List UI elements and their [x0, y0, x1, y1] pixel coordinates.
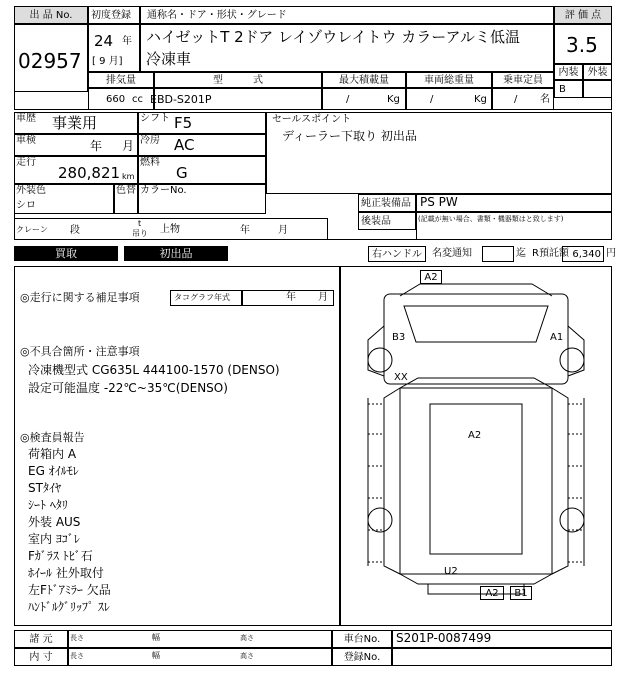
ext-color-label: 外装色 — [16, 185, 46, 196]
lot-label: 出 品 No. — [14, 6, 88, 24]
kg-unit-2: Kg — [474, 94, 487, 105]
inspector-line: 荷箱内 A — [28, 447, 77, 461]
shift-label: シフト — [140, 113, 170, 124]
crane-label: クレーン — [16, 225, 48, 234]
interior-row — [68, 648, 332, 666]
fuel-label: 燃料 — [140, 157, 160, 168]
inspector-line: 左Fﾄﾞｱﾐﾗｰ 欠品 — [28, 583, 111, 597]
color-change-label: 色替 — [116, 185, 136, 196]
aftermarket-label: 後装品 — [358, 212, 416, 230]
made-until: 迄 — [516, 248, 526, 259]
inspector-line: STﾀｲﾔ — [28, 481, 61, 495]
sales-point-label: セールスポイント — [272, 114, 352, 125]
interior-label: 内装 — [554, 64, 583, 80]
inspector-line: ｼｰﾄ ﾍﾀﾘ — [28, 498, 68, 512]
defect-line-2: 設定可能温度 -22℃~35℃(DENSO) — [28, 381, 228, 395]
car-name-line1: ハイゼットT 2ドア レイゾウレイトウ カラーアルミ低温 — [146, 28, 520, 46]
inspector-title: ◎検査員報告 — [20, 431, 85, 444]
mileage-value: 280,821 — [58, 164, 121, 182]
cooler-value: AC — [174, 136, 195, 154]
dims-width: 幅 — [152, 633, 160, 642]
exterior-grade — [583, 80, 612, 98]
inspection-month: 月 — [122, 139, 135, 153]
rhd-box: 右ハンドル — [368, 246, 426, 262]
kg-unit-1: Kg — [387, 94, 400, 105]
yen-unit: 円 — [606, 248, 616, 259]
shift-value: F5 — [174, 114, 193, 132]
uemono-year: 年 — [240, 225, 250, 236]
tacho-label-text: タコグラフ年式 — [174, 293, 230, 302]
uemono-label: 上物 — [160, 224, 180, 235]
fuel-value: G — [176, 164, 188, 182]
inspector-line: EG ｵｲﾙﾓﾚ — [28, 464, 79, 478]
mark-b1-bottom: B1 — [510, 586, 532, 600]
defects-title: ◎不具合箇所・注意事項 — [20, 345, 140, 358]
chassis-value: S201P-0087499 — [396, 631, 492, 645]
history-value: 事業用 — [52, 114, 98, 132]
reg-month: [ 9 月] — [92, 56, 123, 67]
capacity-label: 乗車定員 — [492, 72, 554, 88]
reg-year-unit: 年 — [122, 36, 132, 47]
mark-a1: A1 — [550, 332, 564, 343]
genuine-label: 純正装備品 — [358, 194, 416, 212]
truck-diagram — [340, 266, 612, 626]
dims-height: 高さ — [240, 634, 254, 642]
first-listing-badge: 初出品 — [124, 246, 228, 261]
name-label: 通称名・ドア・形状・グレード — [140, 6, 554, 24]
gross-label: 車両総重量 — [406, 72, 492, 88]
tacho-month: 月 — [318, 292, 328, 303]
inspector-list — [28, 446, 328, 616]
color-no-label: カラーNo. — [140, 185, 187, 196]
score-value: 3.5 — [566, 33, 598, 57]
exterior-label: 外装 — [583, 64, 612, 80]
name-change-label: 名変通知 — [432, 248, 472, 259]
crane-t: t — [138, 219, 142, 228]
history-label: 車歴 — [16, 113, 36, 124]
first-reg-label: 初度登録 — [88, 6, 140, 24]
crane-tsuri: 吊り — [132, 229, 148, 238]
inspector-line: 外装 AUS — [28, 515, 81, 529]
reg-year: 24 — [94, 32, 114, 50]
inspector-line: Fｶﾞﾗｽ ﾄﾋﾞ石 — [28, 549, 93, 563]
chassis-label: 車台No. — [332, 630, 392, 648]
defect-line-1: 冷凍機型式 CG635L 444100-1570 (DENSO) — [28, 363, 280, 377]
cooler-label: 冷房 — [140, 135, 160, 146]
cc-unit: cc — [132, 94, 143, 105]
lot-number: 02957 — [18, 49, 82, 73]
km-unit: km — [122, 172, 135, 181]
mark-xx: XX — [394, 372, 408, 383]
r-fee-value: 6,340 — [562, 246, 604, 262]
aftermarket-note: (記載が無い場合、書類・機器類はと致します) — [418, 215, 564, 223]
capacity-value: / — [514, 94, 518, 105]
name-change-box — [482, 246, 514, 262]
mark-a2-bottom: A2 — [480, 586, 504, 600]
mark-a2-center: A2 — [468, 430, 482, 441]
interior-height: 高さ — [240, 652, 254, 660]
score-label: 評 価 点 — [554, 6, 612, 24]
inspector-line: ﾎｲｰﾙ 社外取付 — [28, 566, 104, 580]
inspector-line: ﾊﾝﾄﾞﾙｸﾞﾘｯﾌﾟ ｽﾚ — [28, 600, 110, 614]
dims-length: 長さ — [70, 634, 84, 642]
model-label: 型 式 — [154, 72, 322, 88]
mark-b3: B3 — [392, 332, 406, 343]
max-load-label: 最大積載量 — [322, 72, 406, 88]
driving-notes-title: ◎走行に関する補足事項 — [20, 291, 140, 304]
reg-label: 登録No. — [332, 648, 392, 666]
genuine-value: PS PW — [420, 195, 458, 209]
mei-unit: 名 — [540, 94, 550, 105]
mileage-label: 走行 — [16, 157, 36, 168]
car-name-line2: 冷凍車 — [146, 50, 192, 68]
sales-point-value: ディーラー下取り 初出品 — [282, 129, 417, 143]
model-value: EBD-S201P — [150, 93, 212, 106]
inspection-label: 車検 — [16, 135, 36, 146]
ext-color-value: シロ — [16, 200, 36, 211]
gross-value: / — [430, 94, 434, 105]
tacho-year: 年 — [286, 292, 296, 303]
uemono-month: 月 — [278, 225, 288, 236]
crane-dan: 段 — [70, 225, 80, 236]
mark-u2: U2 — [444, 566, 458, 577]
inspector-line: 室内 ﾖｺﾞﾚ — [28, 532, 80, 546]
displacement-label: 排気量 — [88, 72, 154, 88]
purchase-badge: 買取 — [14, 246, 118, 261]
dims-label: 諸 元 — [14, 630, 68, 648]
interior-grade: B — [554, 80, 583, 98]
reg-cell — [392, 648, 612, 666]
interior-length: 長さ — [70, 652, 84, 660]
mark-a2-top: A2 — [420, 270, 442, 284]
r-fee-label: R預託額 — [532, 248, 569, 259]
interior-width: 幅 — [152, 651, 160, 660]
max-load-value: / — [346, 94, 350, 105]
interior-dims-label: 内 寸 — [14, 648, 68, 666]
displacement-value: 660 — [106, 94, 126, 105]
inspection-year: 年 — [90, 139, 103, 153]
dims-row — [68, 630, 332, 648]
